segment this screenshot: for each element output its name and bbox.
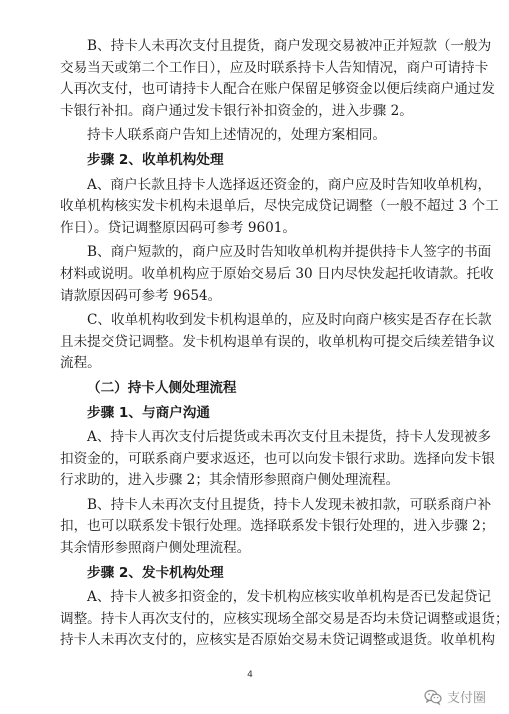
paragraph-line: 收单机构核实发卡机构未退单后，尽快完成贷记调整（一般不超过 3 个工: [60, 198, 499, 215]
paragraph-line: A、持卡人被多扣资金的，发卡机构应核实收单机构是否已发起贷记: [87, 589, 492, 606]
paragraph-line: 交易当天或第二个工作日），应及时联系持卡人告知情况，商户可请持卡: [60, 59, 489, 76]
paragraph-line: A、持卡人再次支付后提货或未再次支付且未提货，持卡人发现被多: [87, 429, 492, 446]
watermark: [424, 687, 486, 706]
paragraph-line: 材料或说明。收单机构应于原始交易后 30 日内尽快发起托收请款。托收: [60, 265, 494, 282]
paragraph-line: B、持卡人未再次支付且提货，持卡人发现未被扣款，可联系商户补: [87, 496, 492, 513]
paragraph-line: B、持卡人未再次支付且提货，商户发现交易被冲正并短款（一般为: [87, 38, 492, 54]
paragraph-line: A、商户长款且持卡人选择返还资金的，商户应及时告知收单机构，: [87, 176, 492, 193]
section-heading: 步骤 2、发卡机构处理: [87, 564, 224, 581]
paragraph-line: 调整。持卡人再次支付的，应核实现场全部交易是否均未贷记调整或退货；: [60, 610, 509, 627]
paragraph-line: 持卡人联系商户告知上述情况的，处理方案相同。: [87, 127, 387, 144]
paragraph-line: 卡银行补扣。商户通过发卡银行补扣资金的，进入步骤 2。: [60, 102, 413, 119]
paragraph-line: 请款原因码可参考 9654。: [60, 287, 222, 304]
paragraph-gap: [60, 652, 448, 655]
wechat-icon: [424, 689, 442, 705]
paragraph-line: 流程。: [60, 355, 101, 372]
paragraph-line: 持卡人未再次支付的，应核实是否原始交易未贷记调整或退货。收单机构: [60, 632, 495, 649]
paragraph-line: 且未提交贷记调整。发卡机构退单有误的，收单机构可提交后续差错争议: [60, 333, 495, 350]
section-heading: 步骤 1、与商户沟通: [87, 404, 210, 421]
section-heading: 步骤 2、收单机构处理: [87, 151, 224, 168]
paragraph-line: 扣资金的，可联系商户要求返还，也可以向发卡银行求助。选择向发卡银: [60, 450, 495, 467]
paragraph-line: 行求助的，进入步骤 2；其余情形参照商户侧处理流程。: [60, 472, 400, 489]
section-heading: （二）持卡人侧处理流程: [87, 379, 237, 396]
document-body: [60, 36, 509, 655]
page-number: 4: [247, 670, 253, 680]
paragraph-line: C、收单机构收到发卡机构退单的，应及时向商户核实是否存在长款: [87, 312, 492, 329]
paragraph-line: 扣，也可以联系发卡银行处理。选择联系发卡银行处理的，进入步骤 2；: [60, 518, 495, 535]
paragraph-line: 作日）。贷记调整原因码可参考 9601。: [60, 219, 297, 236]
paragraph-line: 人再次支付，也可请持卡人配合在账户保留足够资金以便后续商户通过发: [60, 81, 495, 98]
watermark-text: 支付圈: [446, 691, 486, 706]
paragraph-line: 其余情形参照商户侧处理流程。: [60, 540, 251, 557]
paragraph-line: B、商户短款的，商户应及时告知收单机构并提供持卡人签字的书面: [87, 244, 492, 261]
